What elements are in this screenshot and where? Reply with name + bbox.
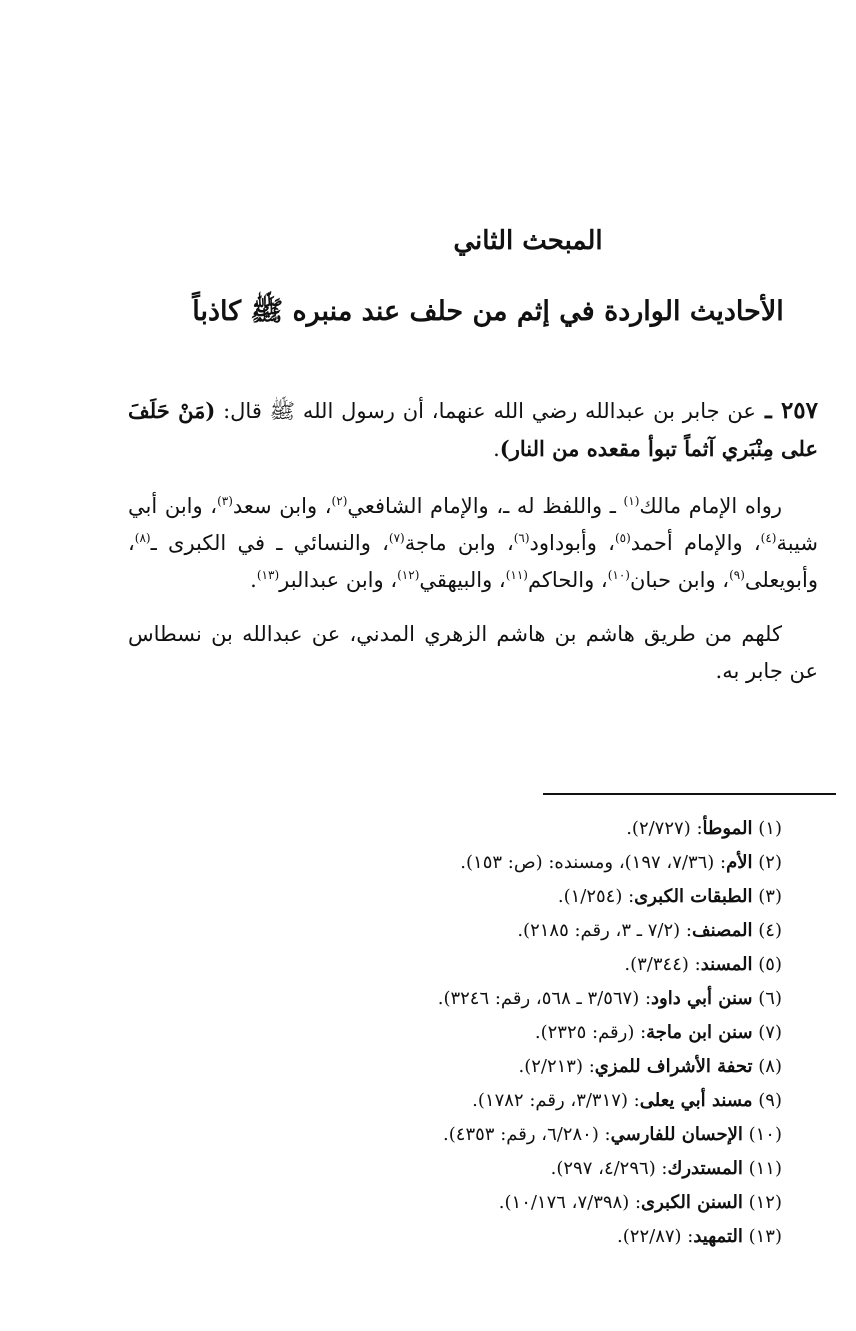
- footnote-item: [162, 1050, 782, 1084]
- source-text: ، وأبوداود: [529, 531, 615, 555]
- footnote-source: تحفة الأشراف للمزي: [594, 1056, 753, 1077]
- footnote-ref[interactable]: (٢): [331, 494, 348, 508]
- source-text: ، والنسائي ـ في الكبرى ـ: [150, 531, 389, 555]
- footnote-source: السنن الكبرى: [641, 1192, 743, 1213]
- sources-paragraph: [128, 488, 818, 599]
- source-text: ، وابن أبي شيبة: [128, 494, 818, 555]
- footnote-source: المستدرك: [667, 1158, 743, 1179]
- footnote-citation: : (٧/٣٩٨، ١٠/١٧٦).: [498, 1192, 642, 1213]
- footnote-citation: : (٢/٢١٣).: [518, 1056, 595, 1077]
- footnote-citation: : (٣/٣١٧، رقم: ١٧٨٢).: [472, 1090, 640, 1111]
- hadith-dash: ـ: [755, 397, 781, 424]
- footnote-number: (٦): [758, 988, 782, 1009]
- footnote-item: [162, 880, 782, 914]
- footnote-source: سنن ابن ماجة: [646, 1022, 753, 1043]
- source-text: ، والبيهقي: [419, 568, 506, 592]
- footnote-number: (٩): [758, 1090, 782, 1111]
- footnote-item: [162, 812, 782, 846]
- footnote-ref[interactable]: (٩): [729, 568, 745, 582]
- footnote-number: (٨): [758, 1056, 782, 1077]
- footnote-ref[interactable]: (٧): [388, 531, 405, 545]
- hadith-paragraph: [128, 392, 818, 468]
- footnote-number: (٢): [758, 852, 782, 873]
- footnote-source: الموطأ: [702, 818, 753, 839]
- footnote-source: الطبقات الكبرى: [634, 886, 753, 907]
- footnote-citation: : (٧/٣٦، ١٩٧)، ومسنده: (ص: ١٥٣).: [460, 852, 727, 873]
- source-text: ، وابن ماجة: [404, 531, 514, 555]
- footnote-citation: : (٣/٥٦٧ ـ ٥٦٨، رقم: ٣٢٤٦).: [437, 988, 652, 1009]
- footnote-ref[interactable]: (٨): [134, 531, 151, 545]
- footnote-citation: : (٧/٢ ـ ٣، رقم: ٢١٨٥).: [517, 920, 692, 941]
- footnote-source: الإحسان للفارسي: [610, 1124, 743, 1145]
- footnote-item: [162, 948, 782, 982]
- footnotes-list: [162, 812, 782, 1254]
- footnote-ref[interactable]: (٤): [760, 531, 777, 545]
- footnote-ref[interactable]: (١٢): [397, 568, 420, 582]
- footnote-ref[interactable]: (٦): [513, 531, 530, 545]
- footnote-number: (١٢): [748, 1192, 782, 1213]
- hadith-intro: عن جابر بن عبدالله رضي الله عنهما، أن رسول الله ﷺ قال:: [215, 399, 756, 423]
- footnote-number: (١٣): [748, 1226, 782, 1247]
- footnote-ref[interactable]: (١١): [505, 568, 528, 582]
- footnote-number: (٤): [758, 920, 782, 941]
- footnote-item: [162, 1118, 782, 1152]
- footnote-citation: : (٤/٢٩٦، ٢٩٧).: [550, 1158, 668, 1179]
- source-text: ـ واللفظ له ـ، والإمام الشافعي: [347, 494, 624, 518]
- footnote-item: [162, 1152, 782, 1186]
- footnote-citation: : (١/٢٥٤).: [557, 886, 635, 907]
- footnote-item: [162, 914, 782, 948]
- section-title: الأحاديث الواردة في إثم من حلف عند منبره ﷺ كاذباً: [192, 296, 784, 327]
- footnote-citation: : (٢٢/٨٧).: [617, 1226, 694, 1247]
- footnote-citation: : (٦/٢٨٠، رقم: ٤٣٥٣).: [443, 1124, 611, 1145]
- footnote-number: (١٠): [748, 1124, 782, 1145]
- footnote-number: (١): [758, 818, 782, 839]
- source-text: ، والحاكم: [527, 568, 608, 592]
- footnote-number: (٧): [758, 1022, 782, 1043]
- footnote-citation: : (٣/٣٤٤).: [624, 954, 701, 975]
- footnote-item: [162, 1084, 782, 1118]
- footnote-item: [162, 1220, 782, 1254]
- footnote-number: (٥): [758, 954, 782, 975]
- footnote-source: مسند أبي يعلى: [639, 1090, 753, 1111]
- footnote-ref[interactable]: (٥): [614, 531, 631, 545]
- footnote-item: [162, 846, 782, 880]
- source-text: ، وابن حبان: [629, 568, 730, 592]
- hadith-number: ٢٥٧: [780, 397, 818, 424]
- source-text: رواه الإمام مالك: [639, 494, 782, 518]
- footnote-citation: : (رقم: ٢٣٢٥).: [534, 1022, 647, 1043]
- footnote-source: سنن أبي داود: [651, 988, 753, 1009]
- footnote-item: [162, 1186, 782, 1220]
- hadith-quote: (مَنْ حَلَفَ على مِنْبَري آثماً تبوأ مقعده من النار): [128, 398, 818, 461]
- footnote-number: (١١): [748, 1158, 782, 1179]
- footnote-source: المسند: [700, 954, 753, 975]
- chain-paragraph: كلهم من طريق هاشم بن هاشم الزهري المدني، عن عبدالله بن نسطاس عن جابر به.: [128, 622, 818, 683]
- hadith-end: .: [493, 437, 500, 461]
- footnote-item: [162, 1016, 782, 1050]
- source-text: ، وابن سعد: [232, 494, 332, 518]
- footnote-ref[interactable]: (٣): [217, 494, 233, 508]
- footnote-number: (٣): [758, 886, 782, 907]
- source-text: ، وابن عبدالبر: [279, 568, 398, 592]
- section-heading: المبحث الثاني: [453, 226, 603, 256]
- source-text: ، والإمام أحمد: [630, 531, 761, 555]
- footnote-source: الأم: [726, 852, 753, 873]
- source-text: .: [250, 568, 257, 592]
- footnote-ref[interactable]: (١٣): [256, 568, 280, 582]
- footnote-divider: [543, 793, 836, 795]
- source-text: ، وأبويعلى: [128, 531, 818, 592]
- footnote-source: المصنف: [691, 920, 753, 941]
- footnote-citation: : (٢/٧٢٧).: [626, 818, 703, 839]
- footnote-ref[interactable]: (١): [623, 494, 640, 508]
- footnote-item: [162, 982, 782, 1016]
- footnote-source: التمهيد: [693, 1226, 743, 1247]
- footnote-ref[interactable]: (١٠): [607, 568, 630, 582]
